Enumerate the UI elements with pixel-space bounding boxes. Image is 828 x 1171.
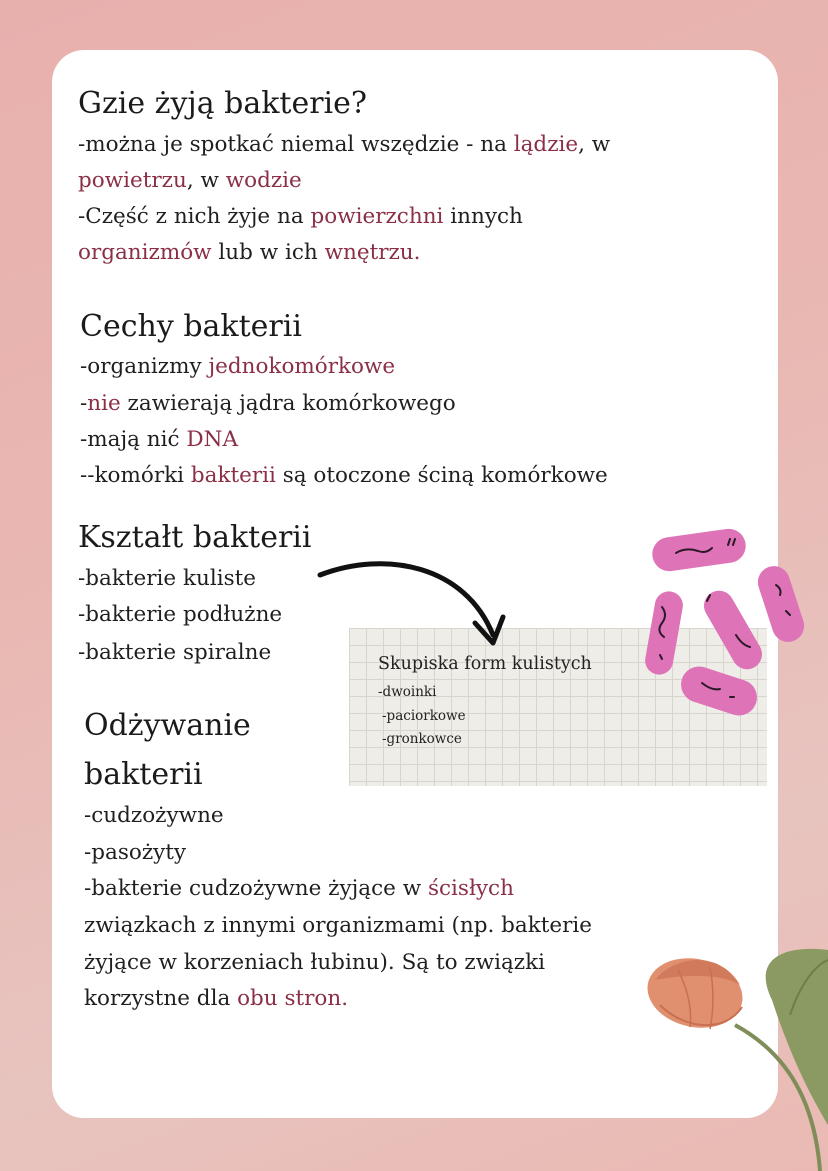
text: innych: [443, 204, 523, 229]
note-item-3: -gronkowce: [382, 731, 462, 747]
text: -organizmy: [80, 354, 209, 379]
nutrition-line-4: związkach z innymi organizmami (np. bakterie: [84, 913, 592, 938]
traits-heading: Cechy bakterii: [80, 309, 302, 344]
highlight-bacteria: bakterii: [190, 463, 276, 488]
highlight-dna: DNA: [186, 427, 238, 452]
habitat-line-4: [78, 240, 421, 265]
text: --komórki: [80, 463, 191, 488]
nutrition-heading-line-2: bakterii: [84, 757, 203, 792]
highlight-organisms: organizmów: [78, 240, 212, 265]
bacteria-icon: [640, 525, 828, 725]
nutrition-line-1: -cudzożywne: [84, 803, 224, 828]
highlight-interior: wnętrzu.: [324, 240, 421, 265]
text: -bakterie cudzożywne żyjące w: [84, 876, 428, 901]
habitat-line-1: [78, 132, 610, 157]
highlight-land: lądzie: [513, 132, 579, 157]
nutrition-heading-line-1: Odżywanie: [84, 708, 251, 743]
note-item-2: -paciorkowe: [382, 708, 466, 724]
highlight-not: nie: [87, 391, 121, 416]
nutrition-line-3: [84, 876, 514, 901]
traits-line-2: [80, 391, 456, 416]
shape-item-3: -bakterie spiralne: [78, 640, 272, 665]
shape-item-1: -bakterie kuliste: [78, 566, 256, 591]
habitat-heading: Gzie żyją bakterie?: [78, 86, 367, 121]
nutrition-line-6: [84, 986, 348, 1011]
text: są otoczone ściną komórkowe: [275, 463, 608, 488]
nutrition-line-2: -pasożyty: [84, 840, 187, 865]
text: korzystne dla: [84, 986, 238, 1011]
traits-line-3: [80, 427, 238, 452]
text: , w: [186, 168, 226, 193]
highlight-water: wodzie: [225, 168, 302, 193]
note-title: Skupiska form kulistych: [378, 654, 592, 674]
highlight-unicellular: jednokomórkowe: [208, 354, 396, 379]
traits-line-4: [80, 463, 608, 488]
arrow-icon: [315, 555, 515, 655]
highlight-both-sides: obu stron.: [237, 986, 349, 1011]
traits-line-1: [80, 354, 395, 379]
highlight-air: powietrzu: [78, 168, 187, 193]
shape-item-2: -bakterie podłużne: [78, 602, 283, 627]
shape-heading: Kształt bakterii: [78, 520, 312, 555]
tulip-icon: [640, 945, 828, 1171]
nutrition-line-5: żyjące w korzeniach łubinu). Są to związki: [84, 950, 546, 975]
habitat-line-3: [78, 204, 523, 229]
text: -Część z nich żyje na: [78, 204, 311, 229]
text: lub w ich: [211, 240, 325, 265]
text: -: [80, 391, 88, 416]
highlight-close: ścisłych: [427, 876, 514, 901]
habitat-line-2: [78, 168, 302, 193]
text: , w: [578, 132, 611, 157]
note-item-1: -dwoinki: [378, 684, 437, 700]
highlight-surface: powierzchni: [310, 204, 444, 229]
text: zawierają jądra komórkowego: [120, 391, 456, 416]
text: -można je spotkać niemal wszędzie - na: [78, 132, 514, 157]
text: -mają nić: [80, 427, 187, 452]
